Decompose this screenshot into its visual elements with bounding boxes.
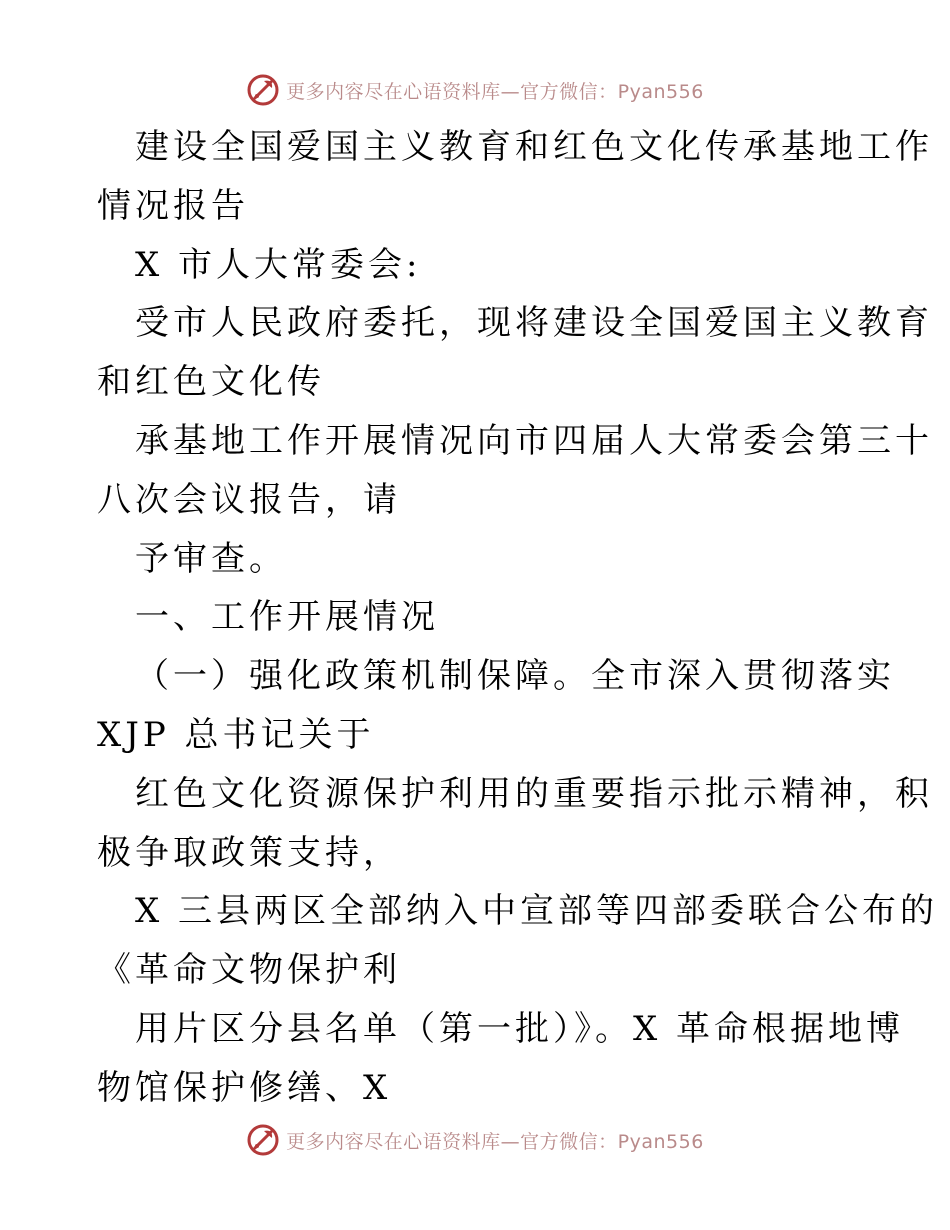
paragraph-line: 受市人民政府委托，现将建设全国爱国主义教育: [135, 303, 933, 344]
header-banner: [0, 70, 950, 110]
paragraph-line: 用片区分县名单（第一批）》。X 革命根据地博: [135, 1008, 905, 1049]
section-heading: 一、工作开展情况: [135, 597, 439, 638]
footer-banner: [0, 1120, 950, 1160]
paragraph-line: 予审查。: [135, 538, 287, 579]
title-line-2: 情况报告: [97, 185, 249, 226]
quill-logo-icon: [246, 1123, 280, 1157]
paragraph-line: 《革命文物保护利: [97, 950, 401, 991]
footer-banner-text: 更多内容尽在心语资料库—官方微信：Pyan556: [286, 1130, 704, 1153]
paragraph-line: 红色文化资源保护利用的重要指示批示精神，积: [135, 773, 933, 814]
paragraph-line: X 三县两区全部纳入中宣部等四部委联合公布的: [135, 891, 939, 932]
document-body: [97, 118, 939, 1118]
subsection-heading: （一）强化政策机制保障。全市深入贯彻落实: [135, 656, 895, 697]
paragraph-line: 八次会议报告，请: [97, 479, 401, 520]
title-line-1: 建设全国爱国主义教育和红色文化传承基地工作: [135, 127, 933, 167]
paragraph-line: XJP 总书记关于: [97, 714, 375, 755]
paragraph-line: 极争取政策支持，: [97, 832, 401, 873]
paragraph-line: 物馆保护修缮、X: [97, 1067, 392, 1108]
header-banner-text: 更多内容尽在心语资料库—官方微信：Pyan556: [286, 80, 704, 103]
paragraph-line: 承基地工作开展情况向市四届人大常委会第三十: [135, 420, 933, 461]
quill-logo-icon: [246, 73, 280, 107]
paragraph-line: 和红色文化传: [97, 362, 325, 403]
addressee: X 市人大常委会:: [135, 244, 422, 285]
